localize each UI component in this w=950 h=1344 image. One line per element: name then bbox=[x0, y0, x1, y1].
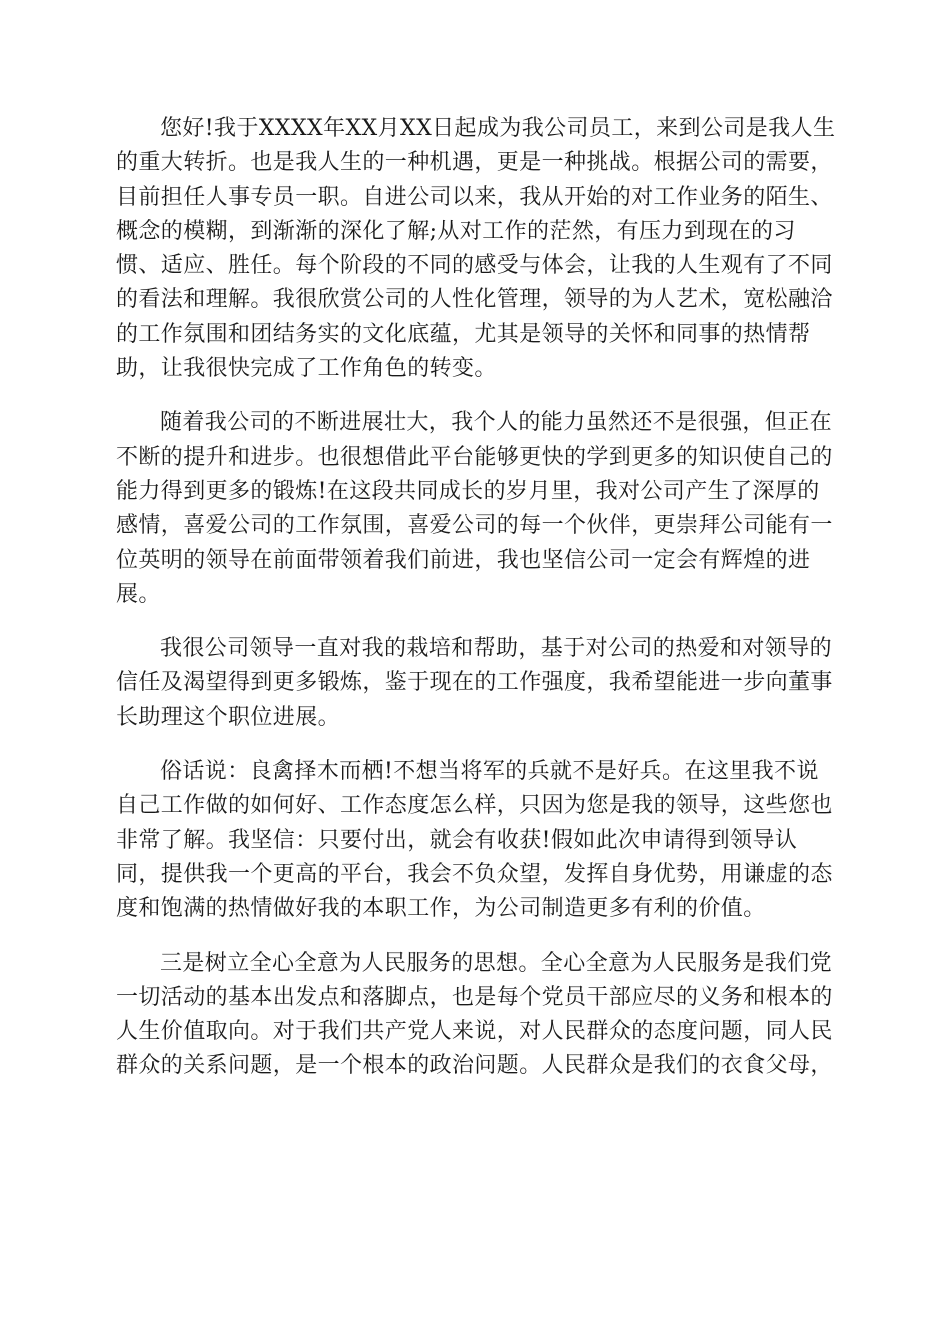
text-line: 的工作氛围和团结务实的文化底蕴，尤其是领导的关怀和同事的热情帮 bbox=[116, 321, 811, 347]
text-line: 助，让我很快完成了工作角色的转变。 bbox=[116, 356, 497, 382]
text-line: 展。 bbox=[116, 581, 161, 607]
text-line: 三是树立全心全意为人民服务的思想。全心全意为人民服务是我们党 bbox=[160, 950, 833, 976]
text-line: 度和饱满的热情做好我的本职工作，为公司制造更多有利的价值。 bbox=[116, 896, 766, 922]
paragraph-2 bbox=[116, 406, 836, 612]
text-line: 群众的关系问题，是一个根本的政治问题。人民群众是我们的衣食父母， bbox=[116, 1053, 833, 1079]
text-line: 自己工作做的如何好、工作态度怎么样，只因为您是我的领导，这些您也 bbox=[116, 793, 833, 819]
text-line: 人生价值取向。对于我们共产党人来说，对人民群众的态度问题，同人民 bbox=[116, 1019, 833, 1045]
paragraph-3 bbox=[116, 632, 836, 735]
text-line: 目前担任人事专员一职。自进公司以来，我从开始的对工作业务的陌生、 bbox=[116, 184, 833, 210]
paragraph-1 bbox=[116, 112, 836, 386]
text-line: 一切活动的基本出发点和落脚点，也是每个党员干部应尽的义务和根本的 bbox=[116, 984, 833, 1010]
text-line: 长助理这个职位进展。 bbox=[116, 704, 341, 730]
text-line: 信任及渴望得到更多锻炼，鉴于现在的工作强度，我希望能进一步向董事 bbox=[116, 670, 833, 696]
text-line: 不断的提升和进步。也很想借此平台能够更快的学到更多的知识使自己的 bbox=[116, 444, 833, 470]
paragraph-5 bbox=[116, 947, 836, 1084]
paragraph-4 bbox=[116, 755, 836, 926]
text-line: 您好!我于XXXX年XX月XX日起成为我公司员工，来到公司是我人生 bbox=[160, 116, 836, 141]
text-line: 惯、适应、胜任。每个阶段的不同的感受与体会，让我的人生观有了不同 bbox=[116, 253, 833, 279]
text-line: 感情，喜爱公司的工作氛围，喜爱公司的每一个伙伴，更崇拜公司能有一 bbox=[116, 513, 833, 539]
text-line: 的看法和理解。我很欣赏公司的人性化管理，领导的为人艺术，宽松融洽 bbox=[116, 287, 833, 313]
document-body bbox=[116, 112, 836, 1104]
text-line: 俗话说：良禽择木而栖!不想当将军的兵就不是好兵。在这里我不说 bbox=[160, 759, 819, 785]
text-line: 非常了解。我坚信：只要付出，就会有收获!假如此次申请得到领导认 bbox=[116, 827, 798, 853]
text-line: 位英明的领导在前面带领着我们前进，我也坚信公司一定会有辉煌的进 bbox=[116, 547, 811, 573]
text-line: 的重大转折。也是我人生的一种机遇，更是一种挑战。根据公司的需要， bbox=[116, 150, 833, 176]
text-line: 概念的模糊，到渐渐的深化了解;从对工作的茫然，有压力到现在的习 bbox=[116, 218, 796, 244]
text-line: 能力得到更多的锻炼!在这段共同成长的岁月里，我对公司产生了深厚的 bbox=[116, 478, 820, 504]
text-line: 随着我公司的不断进展壮大，我个人的能力虽然还不是很强，但正在 bbox=[160, 410, 833, 436]
text-line: 同，提供我一个更高的平台，我会不负众望，发挥自身优势，用谦虚的态 bbox=[116, 861, 833, 887]
text-line: 我很公司领导一直对我的栽培和帮助，基于对公司的热爱和对领导的 bbox=[160, 636, 833, 662]
